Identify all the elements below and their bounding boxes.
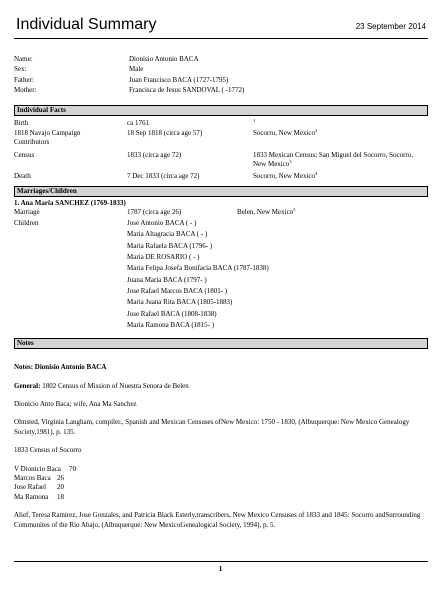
footnote-ref: 1 xyxy=(253,118,256,124)
fact-date: 7 Dec 1833 (circa age 72) xyxy=(127,172,200,181)
footnote-ref: 2 xyxy=(315,128,318,134)
child-item: Juana Maria BACA (1797- ) xyxy=(127,275,207,284)
fact-row xyxy=(14,129,428,151)
census-row: Ma Ramona 18 xyxy=(14,492,64,501)
child-item: Maria Felipa Josefa Bonifacia BACA (1787-1838) xyxy=(127,264,269,273)
fact-place xyxy=(253,119,428,129)
person-info xyxy=(14,54,428,95)
person-value: Dionisio Antonio BACA xyxy=(129,55,199,63)
report-title: Individual Summary xyxy=(16,16,157,33)
notes-line: Dionicio Anto Baca; wife, Ana Ma Sanchez xyxy=(14,399,137,408)
fact-event: 1818 Navajo Campaign Contributors xyxy=(14,129,81,147)
notes-body xyxy=(14,363,428,530)
child-item: Jose Rafael Marcos BACA (1801- ) xyxy=(127,286,228,295)
report-date: 23 September 2014 xyxy=(355,22,426,31)
spouse-heading: 1. Ana Maria SANCHEZ (1769-1833) xyxy=(14,199,126,208)
child-item: Jose Rafael BACA (1808-1838) xyxy=(127,309,217,318)
census-row: V Dionicio Baca 70 xyxy=(14,464,76,473)
marriage-place: Belen, New Mexico$^5$ xyxy=(237,207,296,217)
child-item: Maria Ramona BACA (1815- ) xyxy=(127,320,215,329)
fact-date: ca 1761 xyxy=(127,119,149,128)
child-item: Maria Altagracia BACA ( - ) xyxy=(127,230,208,239)
person-label: Father: xyxy=(14,75,34,84)
page-number: 1 xyxy=(218,565,223,573)
census-table xyxy=(14,465,428,503)
census-row: Marcos Baca 26 xyxy=(14,474,64,482)
fact-place: 1833 Mexican Census; San Miguel del Socorro, Socorro, New Mexico$^3$ xyxy=(253,151,414,169)
person-label: Mother: xyxy=(14,85,37,94)
person-value: Francisca de Jesus SANDOVAL ( -1772) xyxy=(129,85,245,94)
facts-table xyxy=(14,119,428,186)
footnote-ref: 4 xyxy=(315,171,318,177)
fact-row xyxy=(14,172,428,186)
notes-title: Notes: Dionisio Antonio BACA xyxy=(14,363,107,372)
general-label: General: xyxy=(14,381,41,390)
section-header-facts: Individual Facts xyxy=(14,105,428,116)
fact-event: Death xyxy=(14,172,31,181)
census-title: 1833 Census of Socorro xyxy=(14,446,82,455)
person-value: Juan Francisco BACA (1727-1795) xyxy=(129,75,229,84)
fact-row xyxy=(14,151,428,172)
fact-place: Socorro, New Mexico$^4$ xyxy=(253,171,318,181)
children-list xyxy=(127,218,269,331)
notes-general xyxy=(14,382,428,391)
general-text: 1802 Census of Mission of Nuestra Senora de Belen xyxy=(42,381,189,390)
marriage-label: Marriage xyxy=(14,208,40,217)
marriage-date: 1787 (circa age 26) xyxy=(127,208,182,217)
child-item: Jose Antonio BACA ( - ) xyxy=(127,219,197,228)
report-page xyxy=(14,16,428,530)
person-row xyxy=(14,64,428,74)
fact-date: 1833 (circa age 72) xyxy=(127,151,182,160)
notes-citation: Olmsted, Virginia Langham, compiler., Spanish and Mexican Censuses ofNew Mexico: 1750 - 1830, (Albuquerque: New Mexico Genealogy Society,1981), p. 135. xyxy=(14,418,410,436)
report-header xyxy=(14,16,428,39)
fact-event: Birth xyxy=(14,119,29,128)
children-label: Children xyxy=(14,219,39,228)
child-item: Maria DE ROSARIO ( - ) xyxy=(127,253,200,262)
section-header-marriages: Marriages/Children xyxy=(14,186,428,197)
fact-date: 18 Sep 1818 (circa age 57) xyxy=(127,129,203,138)
notes-citation: Alief, Teresa Ramirez, Jose Gonzales, and Patricia Black Esterly,transcribers, New Mexico Censuses of 1833 and 1845: Socorro andSurrounding Communites of the Rio Abajo, (Albuquerque: New MexicoGenealogical Society, 1994), p. 5. xyxy=(14,511,421,529)
fact-row xyxy=(14,119,428,129)
person-row xyxy=(14,75,428,85)
fact-event: Census xyxy=(14,151,35,160)
person-row xyxy=(14,54,428,64)
person-label: Name: xyxy=(14,55,33,63)
census-row: Jose Rafael 20 xyxy=(14,483,64,492)
footnote-ref: 5 xyxy=(293,207,296,213)
child-item: Maria Rafaela BACA (1796- ) xyxy=(127,241,213,250)
child-item: Maria Juana Rita BACA (1805-1883) xyxy=(127,298,233,307)
section-header-notes: Notes xyxy=(14,338,428,349)
person-label: Sex: xyxy=(14,65,27,74)
fact-place: Socorro, New Mexico$^2$ xyxy=(253,128,318,138)
children-block xyxy=(14,219,428,331)
footer-divider xyxy=(14,561,428,562)
footnote-ref: 3 xyxy=(289,159,292,165)
person-value: Male xyxy=(129,65,144,74)
person-row xyxy=(14,85,428,95)
